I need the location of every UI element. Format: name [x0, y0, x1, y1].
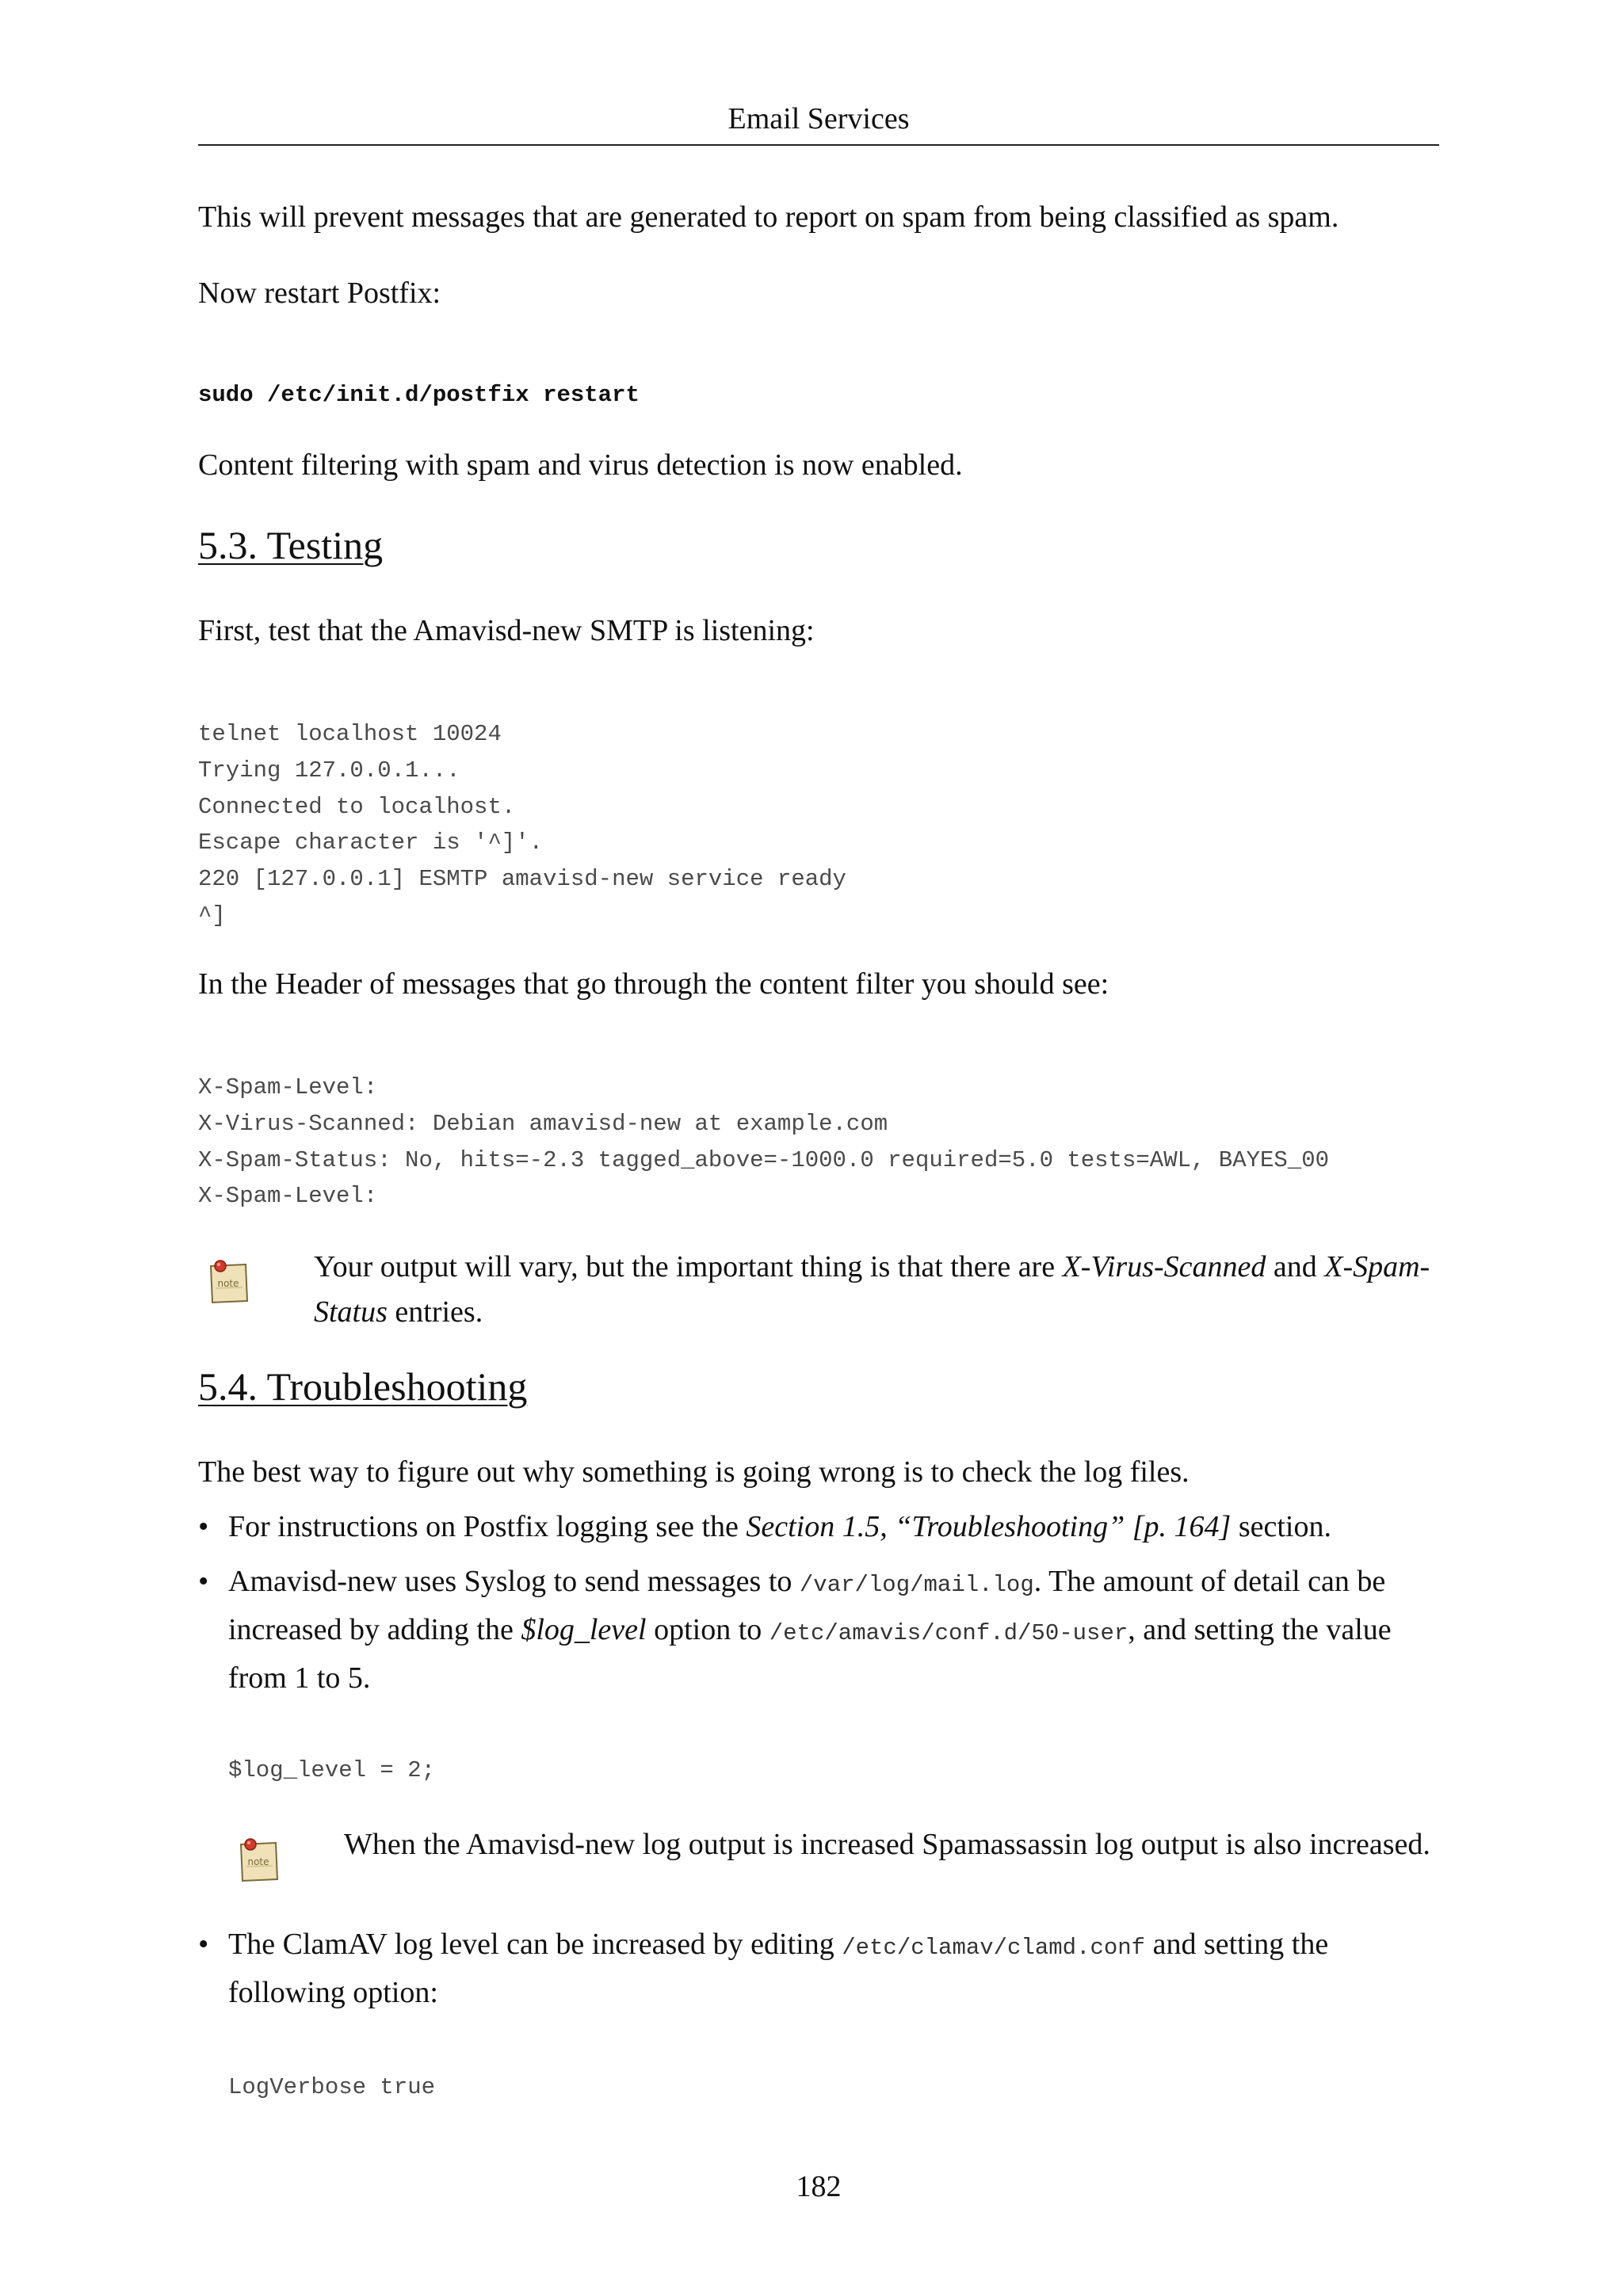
- bullet-glyph: •: [198, 1510, 209, 1543]
- list-item: [198, 1505, 1439, 1550]
- note1-text-c: entries.: [387, 1295, 483, 1329]
- note-icon: [236, 1836, 281, 1884]
- bullet3-text-b: and setting the following option:: [228, 1928, 1329, 2009]
- bullet2-text-c: option to: [646, 1613, 769, 1646]
- bullet2-text-a: Amavisd-new uses Syslog to send messages to: [228, 1565, 800, 1598]
- log-level-code-block: $log_level = 2;: [228, 1757, 436, 1783]
- note1-em-virus-scanned: X-Virus-Scanned: [1062, 1250, 1266, 1283]
- testing-paragraph-1: First, test that the Amavisd-new SMTP is listening:: [198, 614, 815, 647]
- section-cross-reference-link[interactable]: Section 1.5, “Troubleshooting” [p. 164]: [746, 1510, 1232, 1543]
- testing-paragraph-2: In the Header of messages that go through the content filter you should see:: [198, 967, 1109, 1001]
- note-text-1: [314, 1245, 1439, 1335]
- header-rule: [198, 144, 1439, 146]
- page-number: 182: [796, 2170, 842, 2203]
- note-text-2: When the Amavisd-new log output is increased Spamassassin log output is also increased.: [344, 1828, 1430, 1861]
- logverbose-code-block: LogVerbose true: [228, 2074, 436, 2100]
- intro-paragraph-1: This will prevent messages that are generated to report on spam from being classified as spam.: [198, 200, 1339, 234]
- running-header: Email Services: [727, 102, 910, 135]
- header-code-block: X-Spam-Level: X-Virus-Scanned: Debian amavisd-new at example.com X-Spam-Status: No, hits=-2.3 tagged_above=-1000.0 required=5.0 tests=AWL, BAYES_00 X-Spam-Level:: [198, 1074, 1330, 1210]
- note1-text-b: and: [1266, 1250, 1325, 1283]
- troubleshooting-list-continued: [198, 1922, 1439, 2016]
- intro-paragraph-3: Content filtering with spam and virus detection is now enabled.: [198, 448, 963, 482]
- bullet1-text-b: section.: [1231, 1510, 1331, 1543]
- clamd-conf-path: /etc/clamav/clamd.conf: [842, 1935, 1146, 1961]
- note1-em-spam-status: X-Spam-Status: [314, 1250, 1430, 1329]
- section-heading-troubleshooting: 5.4. Troubleshooting: [198, 1364, 528, 1409]
- bullet3-text-a: The ClamAV log level can be increased by editing: [228, 1928, 842, 1961]
- list-item: [198, 1922, 1439, 2016]
- amavis-conf-path: /etc/amavis/conf.d/50-user: [769, 1620, 1128, 1646]
- restart-command: sudo /etc/init.d/postfix restart: [198, 382, 640, 408]
- telnet-code-block: telnet localhost 10024 Trying 127.0.0.1... Connected to localhost. Escape character is '^]'. 220 [127.0.0.1] ESMTP amavisd-new service ready ^]: [198, 721, 846, 929]
- log-level-option: $log_level: [521, 1613, 647, 1646]
- troubleshooting-paragraph-1: The best way to figure out why something is going wrong is to check the log files.: [198, 1455, 1190, 1489]
- mail-log-path: /var/log/mail.log: [799, 1572, 1034, 1598]
- bullet2-text-d: , and setting the value from 1 to 5.: [228, 1613, 1392, 1695]
- bullet-glyph: •: [198, 1565, 209, 1598]
- troubleshooting-list: [198, 1505, 1439, 1701]
- section-heading-testing: 5.3. Testing: [198, 523, 384, 567]
- intro-paragraph-2: Now restart Postfix:: [198, 277, 441, 310]
- note1-text-a: Your output will vary, but the important thing is that there are: [314, 1250, 1063, 1283]
- note-icon: [206, 1258, 250, 1306]
- bullet1-text-a: For instructions on Postfix logging see the: [228, 1510, 747, 1543]
- note-icon-label: note: [247, 1856, 269, 1867]
- bullet-glyph: •: [198, 1928, 209, 1961]
- note-icon-label: note: [217, 1278, 239, 1289]
- bullet2-text-b: . The amount of detail can be increased by adding the: [228, 1565, 1386, 1646]
- list-item: [198, 1559, 1439, 1701]
